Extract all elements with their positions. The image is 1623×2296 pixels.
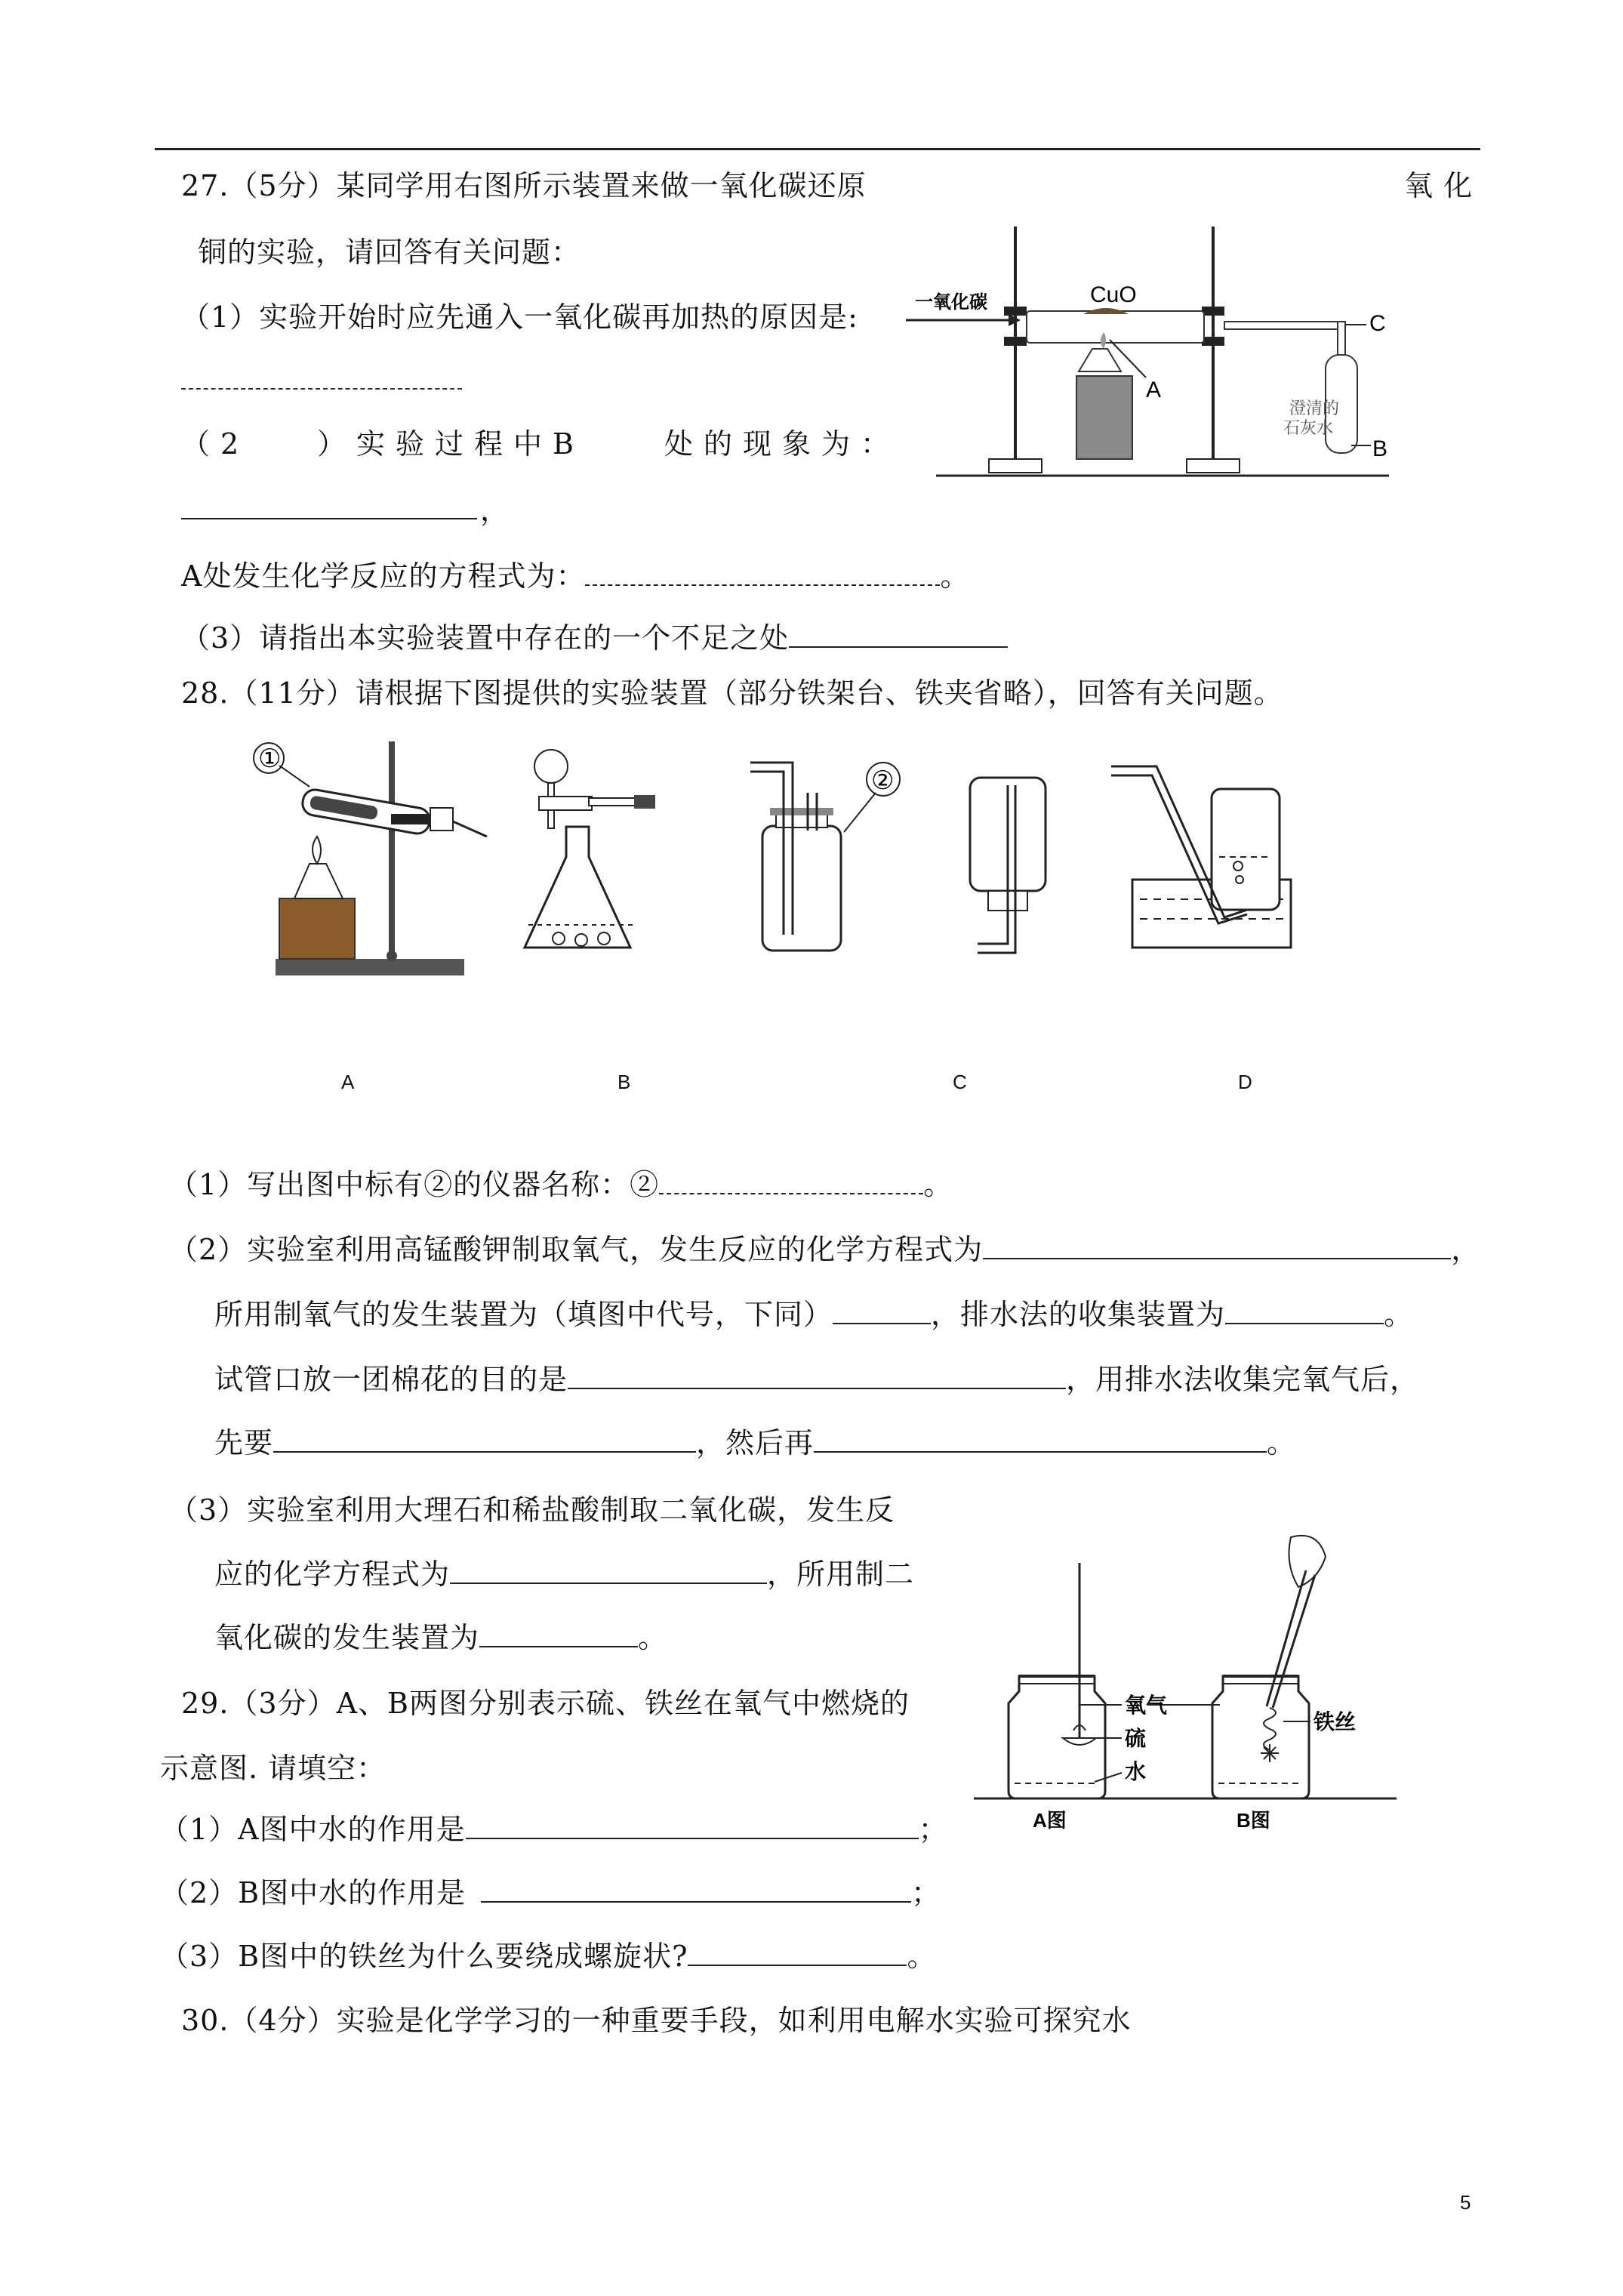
q28-part3c xyxy=(214,1619,667,1656)
water-label: 水 xyxy=(1125,1760,1147,1783)
q29-part1-label: （1）A图中水的作用是 xyxy=(160,1813,466,1846)
apparatus-b-figure xyxy=(521,744,672,963)
q27-eq-a-end: 。 xyxy=(940,559,970,593)
label-b: B xyxy=(1372,436,1388,461)
q29-part1-end: ； xyxy=(918,1813,948,1846)
apparatus-a-figure xyxy=(257,732,528,989)
q29-part2-blank[interactable] xyxy=(481,1874,911,1903)
q28-part2c-label: 试管口放一团棉花的目的是 xyxy=(214,1363,568,1396)
q28-part2c-blank[interactable] xyxy=(568,1361,1066,1389)
q28-part2d-blank2[interactable] xyxy=(814,1424,1267,1453)
page-number: 5 xyxy=(1460,2191,1471,2214)
oxygen-label: 氧气 xyxy=(1125,1693,1168,1717)
q29-part2-label: （2）B图中水的作用是 xyxy=(160,1876,467,1909)
q30-intro: 30.（4分）实验是化学学习的一种重要手段，如利用电解水实验可探究水 xyxy=(181,2004,1132,2037)
q29-part2-end: ； xyxy=(911,1876,941,1909)
apparatus-c2-figure xyxy=(962,770,1061,966)
apparatus-d-figure xyxy=(1110,759,1313,948)
q27-eq-a xyxy=(181,557,969,594)
cuo-label: CuO xyxy=(1090,282,1137,307)
q27-part2-c: 处的现象为： xyxy=(664,427,901,461)
q29-part1 xyxy=(160,1811,948,1848)
q27-part3-blank[interactable] xyxy=(789,619,1008,648)
q28-part2b-mid: ，排水法的收集装置为 xyxy=(931,1298,1226,1331)
q28-part3: （3）实验室利用大理石和稀盐酸制取二氧化碳，发生反 xyxy=(169,1493,895,1527)
q27-part2-b: ）实验过程中B xyxy=(317,427,584,461)
q27-part1-blank[interactable] xyxy=(181,361,462,390)
sulfur-label: 硫 xyxy=(1125,1727,1147,1750)
q29-part2 xyxy=(160,1874,941,1911)
q27-part3-label: （3）请指出本实验装置中存在的一个不足之处 xyxy=(181,621,790,655)
q27-intro-right: 氧 化 xyxy=(1404,169,1474,202)
co-gas-label: 一氧化碳 xyxy=(915,292,987,313)
q28-part2d-label: 先要 xyxy=(214,1426,274,1459)
q28-part2d-mid: ，然后再 xyxy=(696,1426,815,1459)
q28-part3b-label: 应的化学方程式为 xyxy=(214,1558,451,1591)
q27-part2-end: ， xyxy=(480,494,510,527)
label-c: C xyxy=(1369,311,1386,336)
q29-intro-line2: 示意图. 请填空： xyxy=(160,1752,387,1785)
q28-part3c-label: 氧化碳的发生装置为 xyxy=(214,1621,480,1654)
limewater-line2: 石灰水 xyxy=(1283,418,1334,437)
label-a: A xyxy=(1146,378,1162,402)
caption-a-figure: A图 xyxy=(1033,1809,1067,1832)
q28-part2d xyxy=(214,1424,1296,1461)
q28-part2b xyxy=(214,1296,1413,1333)
q28-part2b-blank2[interactable] xyxy=(1225,1296,1384,1324)
q29-part3-label: （3）B图中的铁丝为什么要绕成螺旋状? xyxy=(160,1940,688,1973)
co-reduction-apparatus-figure xyxy=(906,219,1389,491)
q28-part2 xyxy=(169,1231,1480,1268)
q28-part2-end: ， xyxy=(1451,1233,1481,1266)
q28-part2-blank[interactable] xyxy=(983,1231,1451,1259)
q27-part1: （1）实验开始时应先通入一氧化碳再加热的原因是: xyxy=(181,300,858,334)
caption-b: B xyxy=(617,1071,631,1093)
q28-part2b-end: 。 xyxy=(1384,1298,1414,1331)
q28-part3c-end: 。 xyxy=(638,1621,668,1654)
caption-c: C xyxy=(953,1071,967,1093)
q28-part2b-blank1[interactable] xyxy=(833,1296,931,1324)
q28-part2-label: （2）实验室利用高锰酸钾制取氧气，发生反应的化学方程式为 xyxy=(169,1233,984,1266)
marker-1: ① xyxy=(258,744,282,773)
q28-intro: 28.（11分）请根据下图提供的实验装置（部分铁架台、铁夹省略），回答有关问题。 xyxy=(181,676,1283,710)
q29-part3 xyxy=(160,1937,937,1974)
q29-part1-blank[interactable] xyxy=(466,1811,919,1839)
iron-wire-label: 铁丝 xyxy=(1313,1710,1357,1734)
combustion-in-oxygen-figure xyxy=(974,1533,1397,1835)
q27-intro-line2: 铜的实验，请回答有关问题： xyxy=(198,236,581,269)
caption-a: A xyxy=(341,1071,355,1093)
q28-part2c-end: ，用排水法收集完氧气后， xyxy=(1066,1363,1420,1396)
q27-eq-a-label: A处发生化学反应的方程式为： xyxy=(181,559,586,593)
caption-d: D xyxy=(1238,1071,1252,1093)
q28-part1-label: （1）写出图中标有②的仪器名称：② xyxy=(169,1168,660,1201)
q27-part3 xyxy=(181,619,1008,656)
q29-intro: 29.（3分）A、B两图分别表示硫、铁丝在氧气中燃烧的 xyxy=(181,1687,910,1720)
q28-part1-blank[interactable] xyxy=(659,1166,923,1194)
q27-intro: 27.（5分）某同学用右图所示装置来做一氧化碳还原 xyxy=(181,169,867,202)
q27-part2-a: （2 xyxy=(181,427,250,461)
q28-part2b-label: 所用制氧气的发生装置为（填图中代号，下同） xyxy=(214,1298,833,1331)
q29-part3-end: 。 xyxy=(907,1940,937,1973)
marker-2: ② xyxy=(871,766,895,795)
limewater-line1: 澄清的 xyxy=(1289,399,1340,418)
q27-eq-a-blank[interactable] xyxy=(585,557,940,586)
q28-part2d-end: 。 xyxy=(1267,1426,1297,1459)
q28-part2d-blank1[interactable] xyxy=(273,1424,696,1453)
q29-part3-blank[interactable] xyxy=(688,1937,907,1966)
q27-part2-blank[interactable] xyxy=(181,491,477,519)
header-rule xyxy=(155,148,1480,150)
q28-part1 xyxy=(169,1166,953,1203)
q28-part1-end: 。 xyxy=(923,1168,953,1201)
q28-part2c xyxy=(214,1361,1419,1398)
q28-part3b xyxy=(214,1555,914,1592)
caption-b-figure: B图 xyxy=(1236,1809,1270,1832)
q28-part3b-blank[interactable] xyxy=(450,1555,767,1584)
apparatus-c-figure xyxy=(747,747,913,959)
q28-part3b-end: ，所用制二 xyxy=(767,1558,915,1591)
q28-part3c-blank[interactable] xyxy=(479,1619,638,1647)
